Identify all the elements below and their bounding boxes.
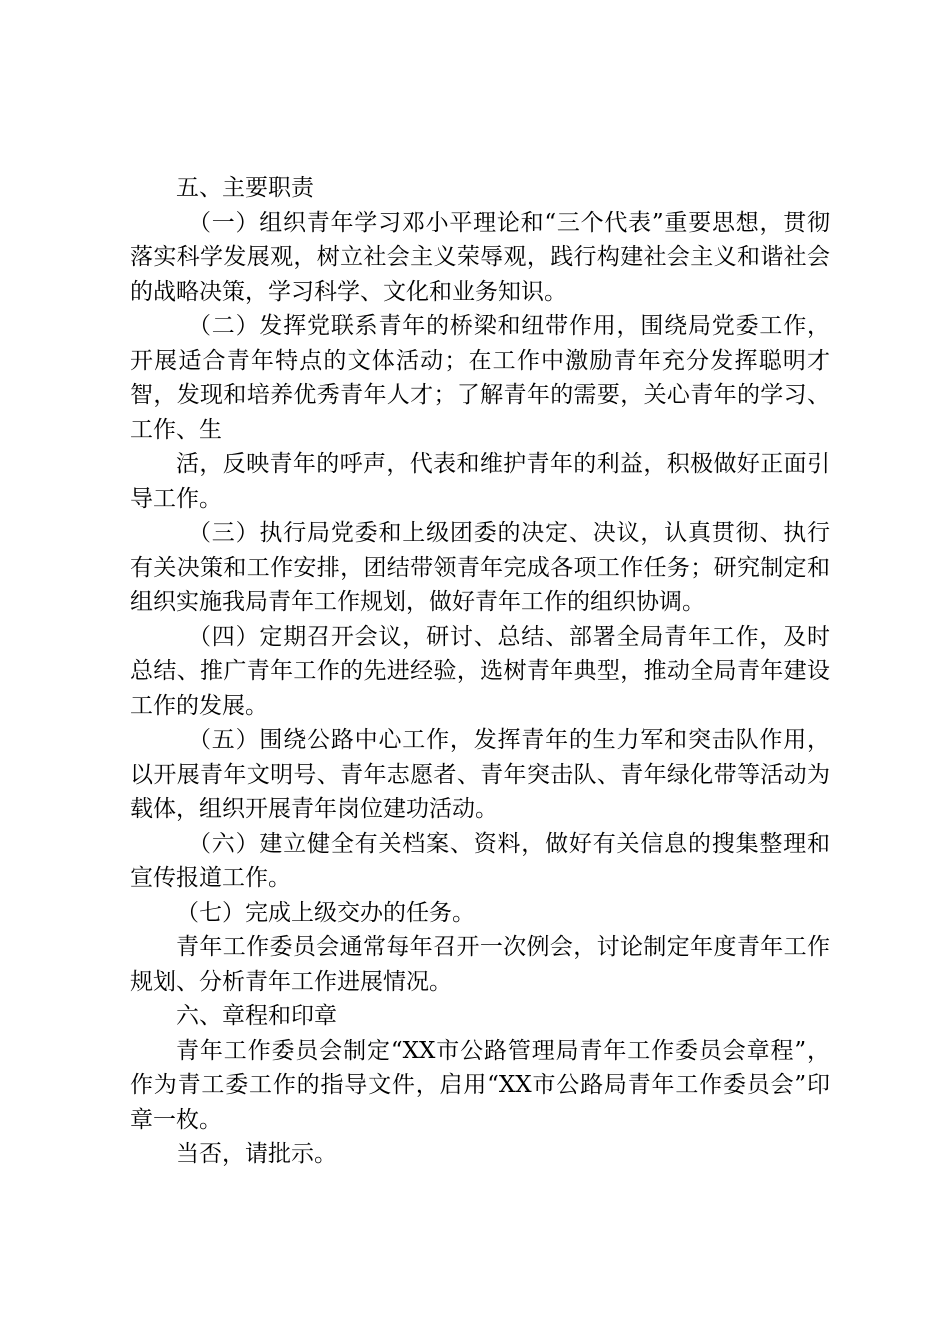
duty-item-6: （六）建立健全有关档案、资料，做好有关信息的搜集整理和宣传报道工作。	[130, 830, 830, 891]
document-body	[130, 171, 830, 1172]
duty-item-7: （七）完成上级交办的任务。	[176, 899, 475, 926]
duty-item-5: （五）围绕公路中心工作，发挥青年的生力军和突击队作用，以开展青年文明号、青年志愿者、青年突击队、青年绿化带等活动为载体，组织开展青年岗位建功活动。	[130, 727, 830, 822]
duty-item-1: （一）组织青年学习邓小平理论和“三个代表”重要思想，贯彻落实科学发展观，树立社会主义荣辱观，践行构建社会主义和谐社会的战略决策，学习科学、文化和业务知识。	[130, 209, 830, 305]
duty-item-4: （四）定期召开会议，研讨、总结、部署全局青年工作，及时总结、推广青年工作的先进经验，选树青年典型，推动全局青年建设工作的发展。	[130, 623, 830, 719]
duty-item-2-continued: 活，反映青年的呼声，代表和维护青年的利益，积极做好正面引导工作。	[130, 451, 830, 512]
charter-paragraph: 青年工作委员会制定“XX市公路管理局青年工作委员会章程”，作为青工委工作的指导文件，启用“XX市公路局青年工作委员会”印章一枚。	[130, 1037, 830, 1133]
section-heading-charter: 六、章程和印章	[176, 1003, 337, 1029]
meeting-paragraph: 青年工作委员会通常每年召开一次例会，讨论制定年度青年工作规划、分析青年工作进展情况。	[130, 934, 830, 995]
duty-item-2: （二）发挥党联系青年的桥梁和纽带作用，围绕局党委工作，开展适合青年特点的文体活动；在工作中激励青年充分发挥聪明才智，发现和培养优秀青年人才；了解青年的需要，关心青年的学习、工作、生	[130, 313, 830, 443]
closing-line: 当否，请批示。	[176, 1141, 337, 1167]
section-heading-duties: 五、主要职责	[176, 175, 314, 201]
duty-item-3: （三）执行局党委和上级团委的决定、决议，认真贯彻、执行有关决策和工作安排，团结带领青年完成各项工作任务；研究制定和组织实施我局青年工作规划，做好青年工作的组织协调。	[130, 520, 830, 615]
